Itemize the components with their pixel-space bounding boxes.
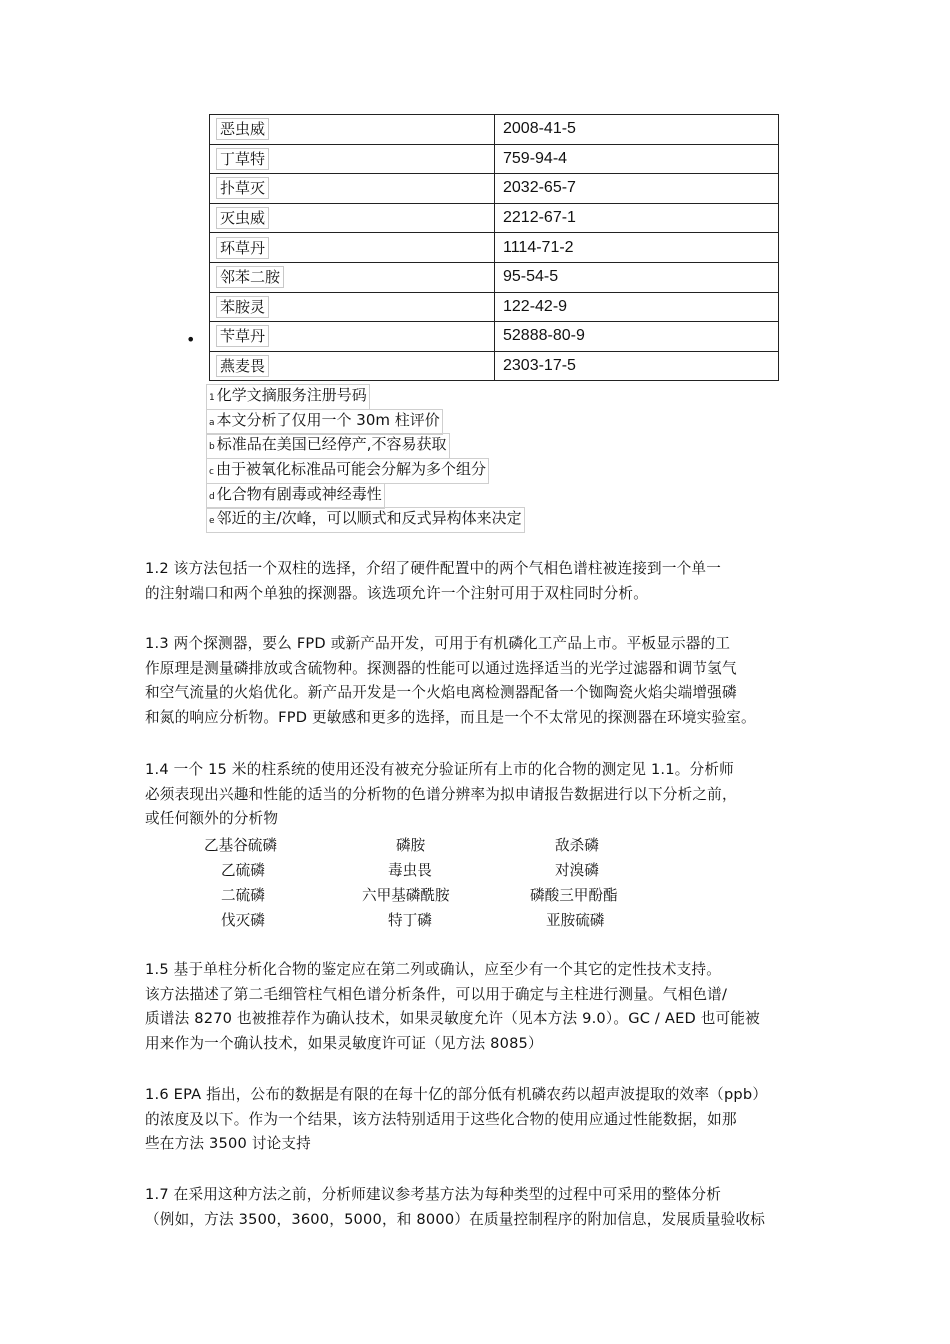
compound-name: 邻苯二胺	[216, 266, 284, 288]
cas-number: 122-42-9	[495, 292, 779, 322]
paragraph-line: 作原理是测量磷排放或含硫物种。探测器的性能可以通过选择适当的光学过滤器和调节氢气	[145, 659, 737, 677]
footnote	[206, 410, 525, 435]
compound-name: 恶虫威	[216, 118, 269, 140]
cas-number: 95-54-5	[495, 262, 779, 292]
paragraph-line: 或任何额外的分析物	[145, 810, 279, 827]
compound-item: 磷酸三甲酚酯	[530, 887, 618, 904]
table-footnotes	[206, 385, 525, 533]
footnote-text: 化合物有剧毒或神经毒性	[216, 484, 382, 503]
compound-name: 扑草灭	[216, 177, 269, 199]
table-row	[210, 322, 779, 352]
paragraph-line: 的浓度及以下。作为一个结果，该方法特别适用于这些化合物的使用应通过性能数据，如那	[145, 1110, 737, 1128]
cas-number: 759-94-4	[495, 144, 779, 174]
paragraph-line: 该方法描述了第二毛细管柱气相色谱分析条件，可以用于确定与主柱进行测量。气相色谱/	[145, 985, 728, 1003]
cas-number-table	[209, 114, 779, 381]
paragraph-line: 的注射端口和两个单独的探测器。该选项允许一个注射可用于双柱同时分析。	[145, 584, 648, 602]
compound-item: 乙基谷硫磷	[204, 837, 277, 854]
list-bullet: •	[186, 330, 196, 349]
paragraph-line: 和氮的响应分析物。FPD 更敏感和更多的选择，而且是一个不太常见的探测器在环境实验室。	[145, 708, 756, 726]
paragraph-line: 些在方法 3500 讨论支持	[145, 1135, 311, 1152]
footnote-text: 邻近的主/次峰，可以顺式和反式异构体来决定	[216, 509, 522, 528]
compound-name: 环草丹	[216, 237, 269, 259]
compound-name: 苯胺灵	[216, 296, 269, 318]
compound-item: 敌杀磷	[555, 837, 599, 854]
paragraph-1-3	[145, 632, 811, 730]
paragraph-line: 1.5 基于单柱分析化合物的鉴定应在第二列或确认，应至少有一个其它的定性技术支持。	[145, 961, 722, 978]
footnote	[206, 385, 525, 410]
table-row	[210, 292, 779, 322]
footnote	[206, 434, 525, 459]
footnote-mark: e	[209, 516, 215, 527]
compound-item: 特丁磷	[388, 912, 432, 929]
table-row	[210, 115, 779, 145]
paragraph-1-2	[145, 557, 811, 606]
paragraph-line: 用来作为一个确认技术，如果灵敏度许可证（见方法 8085）	[145, 1034, 543, 1052]
paragraph-line: 1.4 一个 15 米的柱系统的使用还没有被充分验证所有上市的化合物的测定见 1.1。分析师	[145, 761, 734, 778]
compound-name: 苄草丹	[216, 325, 269, 347]
compound-name: 燕麦畏	[216, 355, 269, 377]
footnote-text: 本文分析了仅用一个 30m 柱评价	[216, 410, 440, 429]
footnote	[206, 459, 525, 484]
compound-item: 对溴磷	[555, 862, 599, 879]
cas-number: 52888-80-9	[495, 322, 779, 352]
paragraph-line: 质谱法 8270 也被推荐作为确认技术，如果灵敏度允许（见本方法 9.0）。GC / AED 也可能被	[145, 1010, 760, 1027]
paragraph-1-6	[145, 1083, 811, 1157]
compound-name: 丁草特	[216, 148, 269, 170]
compound-item: 乙硫磷	[221, 862, 265, 879]
paragraph-line: 1.2 该方法包括一个双柱的选择，介绍了硬件配置中的两个气相色谱柱被连接到一个单一	[145, 560, 722, 577]
table-row	[210, 144, 779, 174]
footnote-mark: 1	[209, 393, 215, 404]
table-row	[210, 233, 779, 263]
footnote-mark: d	[209, 491, 215, 502]
footnote-text: 化学文摘服务注册号码	[216, 386, 367, 405]
footnote-mark: b	[209, 442, 215, 453]
compound-item: 伐灭磷	[221, 912, 265, 929]
table-row	[210, 262, 779, 292]
cas-number: 2032-65-7	[495, 174, 779, 204]
paragraph-line: 1.6 EPA 指出，公布的数据是有限的在每十亿的部分低有机磷农药以超声波提取的效率（ppb）	[145, 1086, 768, 1103]
footnote	[206, 483, 525, 508]
paragraph-line: 1.3 两个探测器，要么 FPD 或新产品开发，可用于有机磷化工产品上市。平板显示器的工	[145, 635, 731, 652]
paragraph-line: （例如，方法 3500，3600，5000，和 8000）在质量控制程序的附加信息，发展质量验收标	[145, 1210, 766, 1228]
cas-number: 2212-67-1	[495, 203, 779, 233]
compound-item: 六甲基磷酰胺	[362, 887, 450, 904]
compound-item: 二硫磷	[221, 887, 265, 904]
compound-item: 磷胺	[396, 837, 426, 854]
footnote-text: 标准品在美国已经停产,不容易获取	[216, 435, 447, 454]
paragraph-1-5	[145, 958, 811, 1056]
compound-item: 毒虫畏	[388, 862, 432, 879]
paragraph-1-7	[145, 1183, 811, 1232]
paragraph-1-4	[145, 758, 811, 832]
footnote	[206, 508, 525, 533]
cas-number: 1114-71-2	[495, 233, 779, 263]
cas-number: 2303-17-5	[495, 351, 779, 381]
paragraph-line: 和空气流量的火焰优化。新产品开发是一个火焰电离检测器配备一个铷陶瓷火焰尖端增强磷	[145, 684, 737, 701]
compound-name: 灭虫威	[216, 207, 269, 229]
cas-number: 2008-41-5	[495, 115, 779, 145]
table-row	[210, 203, 779, 233]
footnote-mark: c	[209, 467, 214, 478]
compound-item: 亚胺硫磷	[546, 912, 605, 929]
footnote-mark: a	[209, 417, 215, 428]
table-row	[210, 174, 779, 204]
table-row	[210, 351, 779, 381]
paragraph-line: 必须表现出兴趣和性能的适当的分析物的色谱分辨率为拟申请报告数据进行以下分析之前，	[145, 785, 737, 803]
footnote-text: 由于被氧化标准品可能会分解为多个组分	[215, 460, 486, 479]
paragraph-line: 1.7 在采用这种方法之前，分析师建议参考基方法为每种类型的过程中可采用的整体分析	[145, 1186, 722, 1203]
